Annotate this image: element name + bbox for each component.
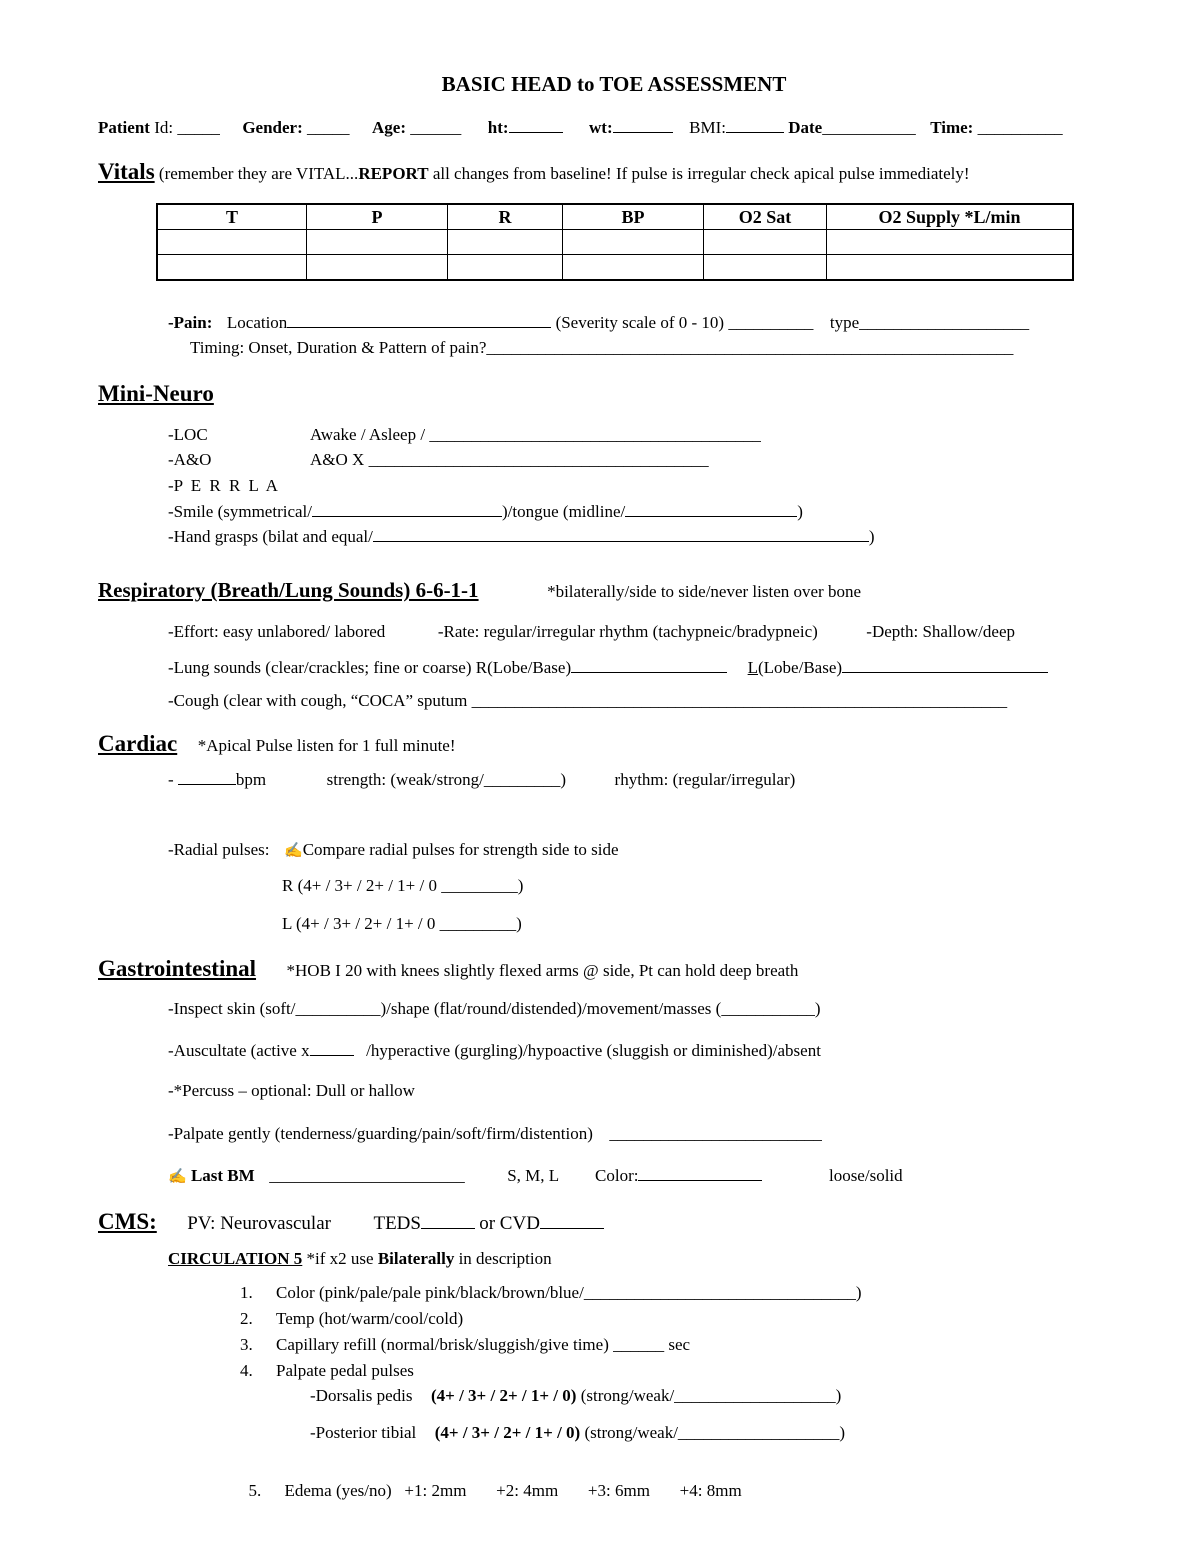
circulation-note-b: in description — [458, 1249, 552, 1268]
resp-lung-line — [168, 657, 1048, 678]
cardiac-note: *Apical Pulse listen for 1 full minute! — [197, 736, 456, 755]
cms-cvd-label: or CVD — [479, 1213, 540, 1234]
patient-info-line — [98, 117, 1063, 138]
auscultate-label: -Auscultate (active x — [168, 1041, 310, 1060]
lastbm-label: Last BM — [190, 1166, 255, 1185]
lung-left-label: (Lobe/Base) — [758, 658, 843, 677]
ao-field[interactable]: ________________________________________ — [368, 450, 709, 469]
vitals-heading: Vitals — [98, 159, 155, 184]
resp-effort: -Effort: easy unlabored/ labored — [168, 622, 386, 641]
circulation-note-a: *if x2 use — [306, 1249, 374, 1268]
resp-depth: -Depth: Shallow/deep — [866, 622, 1015, 641]
circulation-bilateral: Bilaterally — [377, 1249, 455, 1268]
vitals-cell[interactable] — [704, 255, 827, 281]
pain-severity-field[interactable]: __________ — [728, 313, 814, 332]
vitals-row — [157, 255, 1073, 281]
loc-label: -LOC — [168, 425, 208, 444]
pain-label: -Pain: — [168, 313, 213, 332]
loc-field[interactable]: _______________________________________ — [429, 425, 761, 444]
pt-scale: (4+ / 3+ / 2+ / 1+ / 0) — [434, 1423, 581, 1442]
pt-label: -Posterior tibial — [310, 1423, 417, 1442]
gi-heading-line — [98, 955, 798, 983]
vitals-col-bp: BP — [563, 204, 704, 230]
cvd-field[interactable] — [540, 1213, 604, 1229]
weight-field[interactable] — [613, 117, 673, 133]
cough-label: -Cough (clear with cough, “COCA” sputum — [168, 691, 468, 710]
resp-heading: Respiratory (Breath/Lung Sounds) 6-6-1-1 — [98, 578, 479, 602]
vitals-cell[interactable] — [157, 255, 307, 281]
neuro-smile-line — [168, 501, 803, 522]
writing-hand-icon: ✍ — [168, 1169, 187, 1185]
cardiac-rhythm: rhythm: (regular/irregular) — [614, 770, 796, 789]
bpm-dash: - — [168, 770, 174, 789]
cms-heading: CMS: — [98, 1209, 157, 1234]
height-label: ht: — [487, 118, 509, 137]
vitals-header-row — [157, 204, 1073, 230]
date-field[interactable]: ___________ — [822, 118, 916, 137]
radial-line — [168, 840, 619, 860]
gi-auscultate-line — [168, 1040, 821, 1061]
list-item — [240, 1335, 690, 1355]
list-item — [240, 1461, 742, 1502]
list-text: Capillary refill (normal/brisk/sluggish/give time) ______ sec — [276, 1335, 691, 1354]
gi-lastbm-line — [168, 1165, 903, 1186]
cms-pv: PV: Neurovascular — [187, 1213, 331, 1234]
tongue-field[interactable] — [625, 501, 797, 517]
vitals-cell[interactable] — [563, 255, 704, 281]
patient-label: Patient — [98, 118, 150, 137]
list-item — [240, 1361, 414, 1381]
cardiac-bpm-line — [168, 769, 795, 790]
vitals-line — [98, 158, 970, 186]
smile-field[interactable] — [312, 501, 502, 517]
gi-heading: Gastrointestinal — [98, 956, 257, 981]
age-field[interactable]: ______ — [410, 118, 462, 137]
cardiac-heading-line — [98, 730, 456, 758]
palpate-label: -Palpate gently (tenderness/guarding/pain/soft/firm/distention) — [168, 1124, 593, 1143]
list-text: Palpate pedal pulses — [276, 1361, 414, 1380]
ao-value: A&O X — [310, 450, 365, 469]
age-label: Age: — [372, 118, 406, 137]
lung-left-l: L — [747, 658, 759, 677]
neuro-heading: Mini-Neuro — [98, 381, 214, 406]
cardiac-heading: Cardiac — [98, 731, 178, 756]
vitals-cell[interactable] — [827, 230, 1074, 255]
vitals-cell[interactable] — [307, 255, 448, 281]
list-number: 4. — [240, 1361, 253, 1380]
grasp-close: ) — [868, 527, 875, 546]
gender-label: Gender: — [242, 118, 303, 137]
grasp-field[interactable] — [373, 526, 869, 542]
vitals-cell[interactable] — [448, 255, 563, 281]
time-field[interactable]: __________ — [977, 118, 1063, 137]
lung-right-field[interactable] — [571, 657, 727, 673]
pain-line — [168, 312, 1029, 333]
cough-field[interactable]: _______________________________________________________________ — [471, 691, 1008, 710]
vitals-col-o2supply: O2 Supply *L/min — [827, 204, 1074, 230]
bmi-label: BMI: — [689, 118, 726, 137]
dp-label: -Dorsalis pedis — [310, 1386, 413, 1405]
vitals-col-r: R — [448, 204, 563, 230]
gi-percuss: -*Percuss – optional: Dull or hallow — [168, 1081, 415, 1100]
posterior-tibial-line — [310, 1423, 845, 1443]
resp-rate: -Rate: regular/irregular rhythm (tachypneic/bradypneic) — [437, 622, 818, 641]
lastbm-size: S, M, L — [507, 1166, 559, 1185]
list-number: 2. — [240, 1309, 253, 1328]
lastbm-color-field[interactable] — [638, 1165, 762, 1181]
ao-label: -A&O — [168, 450, 212, 469]
vitals-col-t: T — [157, 204, 307, 230]
radial-left[interactable]: L (4+ / 3+ / 2+ / 1+ / 0 _________) — [282, 914, 522, 933]
vitals-row — [157, 230, 1073, 255]
pain-location-field[interactable] — [287, 312, 551, 328]
bpm-field[interactable] — [178, 769, 236, 785]
list-number: 1. — [240, 1283, 253, 1302]
dp-rest: (strong/weak/___________________) — [580, 1386, 842, 1405]
lastbm-field[interactable]: _______________________ — [269, 1166, 465, 1185]
gi-note: *HOB I 20 with knees slightly flexed arms @ side, Pt can hold deep breath — [286, 961, 799, 980]
writing-hand-icon: ✍ — [284, 843, 303, 859]
perrla-line: -P E R R L A — [168, 476, 278, 495]
resp-note: *bilaterally/side to side/never listen over bone — [547, 582, 861, 601]
list-number: 3. — [240, 1335, 253, 1354]
vitals-note-report: REPORT — [358, 164, 429, 183]
cardiac-strength: strength: (weak/strong/_________) — [326, 770, 567, 789]
vitals-cell[interactable] — [827, 255, 1074, 281]
resp-heading-line — [98, 578, 861, 603]
vitals-table — [156, 203, 1074, 281]
teds-field[interactable] — [421, 1213, 475, 1229]
bmi-field[interactable] — [726, 117, 784, 133]
vitals-cell[interactable] — [448, 230, 563, 255]
pain-timing-field[interactable]: ______________________________________________________________ — [486, 338, 1014, 357]
vitals-cell[interactable] — [307, 230, 448, 255]
lung-right-label: -Lung sounds (clear/crackles; fine or coarse) R(Lobe/Base) — [168, 658, 572, 677]
pain-type-label: type — [829, 313, 860, 332]
pain-severity-label: (Severity scale of 0 - 10) — [555, 313, 725, 332]
date-label: Date — [788, 118, 823, 137]
pain-location-label: Location — [226, 313, 288, 332]
cms-heading-line — [98, 1208, 604, 1236]
vitals-cell[interactable] — [563, 230, 704, 255]
patient-id-field[interactable]: Id: _____ — [154, 118, 220, 137]
pain-timing-label: Timing: Onset, Duration & Pattern of pain? — [190, 338, 487, 357]
list-item — [240, 1283, 861, 1303]
resp-effort-line — [168, 622, 1015, 642]
neuro-ao-line — [168, 450, 709, 470]
vitals-cell[interactable] — [157, 230, 307, 255]
auscultate-field[interactable] — [310, 1040, 354, 1056]
pain-type-field[interactable]: ____________________ — [859, 313, 1030, 332]
resp-cough-line — [168, 691, 1007, 711]
pt-rest: (strong/weak/___________________) — [584, 1423, 846, 1442]
time-label: Time: — [930, 118, 974, 137]
circulation-line — [168, 1249, 552, 1269]
vitals-note-post: all changes from baseline! If pulse is irregular check apical pulse immediately! — [432, 164, 970, 183]
cms-teds-label: TEDS — [373, 1213, 421, 1234]
bpm-label: bpm — [235, 770, 267, 789]
list-text: Temp (hot/warm/cool/cold) — [276, 1309, 464, 1328]
vitals-cell[interactable] — [704, 230, 827, 255]
dorsalis-pedis-line — [310, 1386, 841, 1406]
radial-label: -Radial pulses: — [168, 840, 270, 859]
dp-scale: (4+ / 3+ / 2+ / 1+ / 0) — [430, 1386, 577, 1405]
page-title: BASIC HEAD to TOE ASSESSMENT — [441, 72, 787, 96]
gi-inspect: -Inspect skin (soft/__________)/shape (flat/round/distended)/movement/masses (___________) — [168, 999, 821, 1018]
tongue-label: )/tongue (midline/ — [502, 502, 626, 521]
radial-right[interactable]: R (4+ / 3+ / 2+ / 1+ / 0 _________) — [282, 876, 524, 895]
lastbm-color-label: Color: — [595, 1166, 639, 1185]
smile-close: ) — [797, 502, 803, 521]
list-text: Color (pink/pale/pale pink/black/brown/blue/________________________________) — [276, 1283, 862, 1302]
smile-label: -Smile (symmetrical/ — [168, 502, 312, 521]
height-field[interactable] — [509, 117, 563, 133]
loc-value: Awake / Asleep / — [310, 425, 426, 444]
lastbm-consistency: loose/solid — [828, 1166, 903, 1185]
auscultate-options: /hyperactive (gurgling)/hypoactive (sluggish or diminished)/absent — [366, 1041, 821, 1060]
gender-field[interactable]: _____ — [307, 118, 350, 137]
palpate-field[interactable]: _________________________ — [609, 1124, 822, 1143]
vitals-note-pre: (remember they are VITAL... — [158, 164, 359, 183]
vitals-col-p: P — [307, 204, 448, 230]
vitals-col-o2sat: O2 Sat — [704, 204, 827, 230]
circulation-heading: CIRCULATION 5 — [168, 1249, 303, 1268]
weight-label: wt: — [589, 118, 613, 137]
list-item — [240, 1309, 463, 1329]
pain-timing-line — [190, 338, 1013, 358]
list-number: 5. — [248, 1481, 262, 1501]
lung-left-field[interactable] — [842, 657, 1048, 673]
neuro-grasp-line — [168, 526, 875, 547]
gi-palpate-line — [168, 1124, 822, 1144]
edema-text: Edema (yes/no) +1: 2mm +2: 4mm +3: 6mm +4: 8mm — [284, 1481, 742, 1501]
neuro-loc-line — [168, 425, 761, 445]
grasp-label: -Hand grasps (bilat and equal/ — [168, 527, 373, 546]
radial-note: Compare radial pulses for strength side to side — [302, 840, 619, 859]
